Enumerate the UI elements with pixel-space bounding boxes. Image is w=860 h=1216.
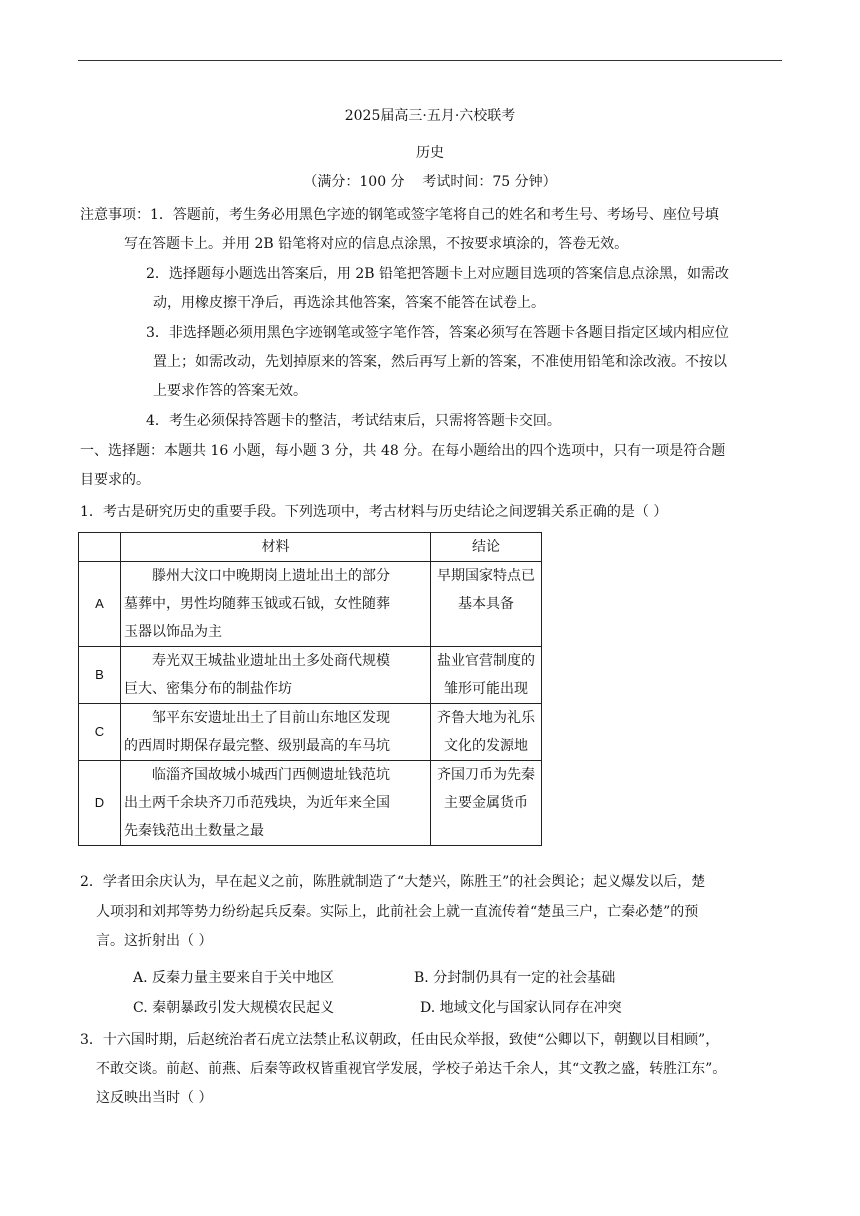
q3-line-1: 3．十六国时期，后赵统治者石虎立法禁止私议朝政，任由民众举报，致使“公卿以下，朝觐以目相顾”，	[80, 1032, 720, 1048]
q1-row-b-letter: B	[79, 647, 121, 704]
note-2-line-2: 动，用橡皮擦干净后，再选涂其他答案，答案不能答在试卷上。	[153, 295, 545, 311]
note-3-line-2: 置上；如需改动，先划掉原来的答案，然后再写上新的答案，不准使用铅笔和涂改液。不按以	[153, 354, 727, 370]
q1-row-a-letter: A	[79, 562, 121, 647]
q1-table-header-blank	[79, 533, 121, 562]
q2-option-b: B. 分封制仍具有一定的社会基础	[414, 970, 616, 986]
table-row	[79, 704, 542, 761]
top-rule	[78, 60, 782, 61]
q1-row-d-conclusion-line-2: 主要金属货币	[444, 795, 528, 811]
note-4-line-1: 4．考生必须保持答题卡的整洁，考试结束后，只需将答题卡交回。	[146, 413, 561, 429]
q1-row-d-conclusion	[431, 761, 542, 846]
subject-title: 历史	[416, 145, 444, 161]
q1-table-header-material: 材料	[121, 533, 431, 562]
q1-table-header-conclusion: 结论	[431, 533, 542, 562]
table-row	[79, 761, 542, 846]
q1-row-a-material-line-2: 墓葬中，男性均随葬玉钺或石钺，女性随葬	[124, 596, 390, 612]
q1-row-d-conclusion-line-1: 齐国刀币为先秦	[437, 767, 535, 783]
q1-table-header-row	[79, 533, 542, 562]
q1-row-a-material-line-3: 玉器以饰品为主	[124, 624, 222, 640]
q2-option-a: A. 反秦力量主要来自于关中地区	[133, 970, 335, 986]
table-row	[79, 562, 542, 647]
note-2-line-1: 2．选择题每小题选出答案后，用 2B 铅笔把答题卡上对应题目选项的答案信息点涂黑，如需改	[146, 266, 730, 282]
note-1-line-1: 1．答题前，考生务必用黑色字迹的钢笔或签字笔将自己的姓名和考生号、考场号、座位号填	[150, 207, 719, 223]
note-1-line-2: 写在答题卡上。并用 2B 铅笔将对应的信息点涂黑，不按要求填涂的，答卷无效。	[124, 236, 629, 252]
q1-row-a-material-line-1: 滕州大汶口中晚期岗上遗址出土的部分	[152, 568, 390, 584]
q1-row-d-letter: D	[79, 761, 121, 846]
note-3-line-1: 3．非选择题必须用黑色字迹钢笔或签字笔作答，答案必须写在答题卡各题目指定区域内相应位	[146, 325, 729, 341]
q1-row-b-material-line-1: 寿光双王城盐业遗址出土多处商代规模	[152, 653, 390, 669]
q1-row-b-conclusion	[431, 647, 542, 704]
q1-stem: 1．考古是研究历史的重要手段。下列选项中，考古材料与历史结论之间逻辑关系正确的是（ ）	[80, 504, 668, 520]
q2-option-c: C. 秦朝暴政引发大规模农民起义	[133, 1000, 335, 1016]
q1-row-a-conclusion-line-1: 早期国家特点已	[437, 568, 535, 584]
section-1-line-1: 一、选择题：本题共 16 小题，每小题 3 分，共 48 分。在每小题给出的四个选项中，只有一项是符合题	[80, 443, 726, 459]
q1-row-a-material	[121, 562, 431, 647]
exam-title: 2025届高三·五月·六校联考	[344, 108, 516, 124]
q1-row-c-material-line-2: 的西周时期保存最完整、级别最高的车马坑	[124, 738, 390, 754]
q1-row-d-material-line-3: 先秦钱范出土数量之最	[124, 823, 264, 839]
note-3-line-3: 上要求作答的答案无效。	[153, 383, 307, 399]
q3-line-3: 这反映出当时（ ）	[96, 1090, 213, 1106]
q1-table	[78, 532, 542, 846]
q1-row-b-material-line-2: 巨大、密集分布的制盐作坊	[124, 681, 292, 697]
q1-row-b-conclusion-line-2: 雏形可能出现	[444, 681, 528, 697]
q1-row-c-material	[121, 704, 431, 761]
q2-option-d: D. 地域文化与国家认同存在冲突	[420, 1000, 622, 1016]
q2-line-3: 言。这折射出（ ）	[96, 933, 213, 949]
q2-line-1: 2．学者田余庆认为，早在起义之前，陈胜就制造了“大楚兴，陈胜王”的社会舆论；起义爆发以后，楚	[80, 874, 706, 890]
notes-label: 注意事项：	[80, 207, 150, 223]
q1-row-b-material	[121, 647, 431, 704]
q1-row-c-conclusion-line-2: 文化的发源地	[444, 738, 528, 754]
q1-row-c-material-line-1: 邹平东安遗址出土了目前山东地区发现	[152, 710, 390, 726]
q1-row-c-letter: C	[79, 704, 121, 761]
q1-row-d-material-line-1: 临淄齐国故城小城西门西侧遗址钱范坑	[152, 767, 390, 783]
q1-row-d-material	[121, 761, 431, 846]
q1-row-b-conclusion-line-1: 盐业官营制度的	[437, 653, 535, 669]
score-time-line: （满分：100 分 考试时间：75 分钟）	[303, 174, 557, 190]
q3-line-2: 不敢交谈。前赵、前燕、后秦等政权皆重视官学发展，学校子弟达千余人，其“文教之盛，转胜江东”。	[96, 1061, 727, 1077]
section-1-line-2: 目要求的。	[80, 472, 150, 488]
q2-line-2: 人项羽和刘邦等势力纷纷起兵反秦。实际上，此前社会上就一直流传着“楚虽三户，亡秦必楚”的预	[96, 904, 699, 920]
q1-row-d-material-line-2: 出土两千余块齐刀币范残块，为近年来全国	[124, 795, 390, 811]
table-row	[79, 647, 542, 704]
q1-row-c-conclusion-line-1: 齐鲁大地为礼乐	[437, 710, 535, 726]
q1-row-c-conclusion	[431, 704, 542, 761]
q1-row-a-conclusion-line-2: 基本具备	[458, 596, 514, 612]
q1-row-a-conclusion	[431, 562, 542, 647]
